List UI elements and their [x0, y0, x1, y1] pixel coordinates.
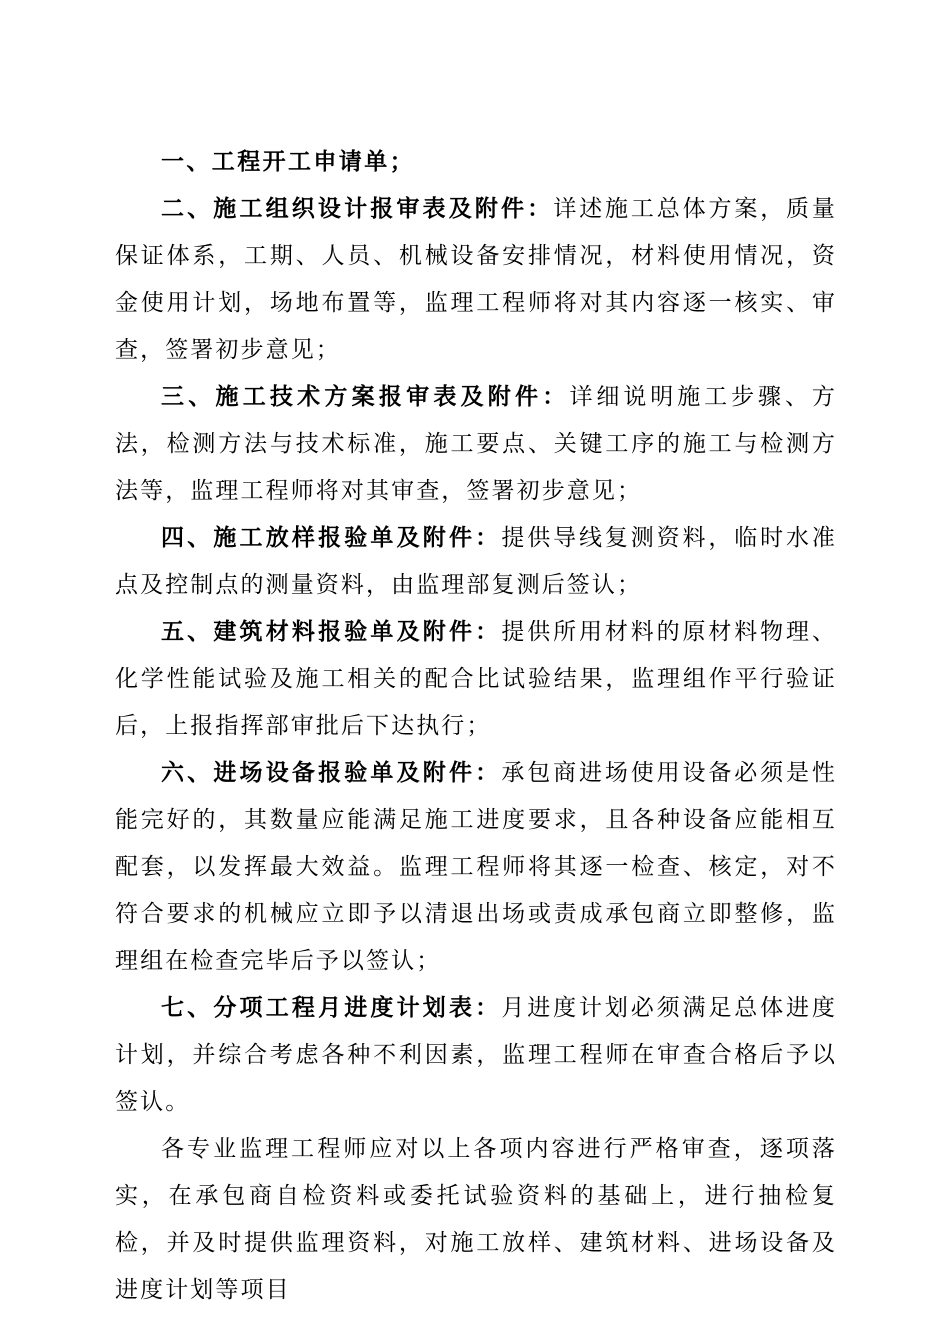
item-2-heading: 二、施工组织设计报审表及附件：	[161, 196, 554, 222]
item-3-body: 详细说明施工步骤、方法，检测方法与技术标准，施工要点、关键工序的施工与检测方法等，监理工程师将对其审查，签署初步意见；	[115, 384, 837, 504]
item-2-paragraph	[115, 186, 837, 374]
closing-paragraph: 各专业监理工程师应对以上各项内容进行严格审查，逐项落实，在承包商自检资料或委托试验资料的基础上，进行抽检复检，并及时提供监理资料，对施工放样、建筑材料、进场设备及进度计划等项目	[115, 1136, 837, 1303]
item-6-heading: 六、进场设备报验单及附件：	[161, 760, 502, 786]
item-1-paragraph	[115, 139, 837, 186]
item-4-body: 提供导线复测资料，临时水准点及控制点的测量资料，由监理部复测后签认；	[115, 525, 837, 598]
item-1-heading: 一、工程开工申请单；	[161, 149, 415, 175]
item-4-heading: 四、施工放样报验单及附件：	[161, 525, 502, 551]
item-6-body: 承包商进场使用设备必须是性能完好的，其数量应能满足施工进度要求，且各种设备应能相互配套，以发挥最大效益。监理工程师将其逐一检查、核定，对不符合要求的机械应立即予以清退出场或责成承包商立即整修，监理组在检查完毕后予以签认；	[115, 760, 837, 974]
item-2-body: 详述施工总体方案，质量保证体系，工期、人员、机械设备安排情况，材料使用情况，资金使用计划，场地布置等，监理工程师将对其内容逐一核实、审查，签署初步意见；	[115, 196, 838, 363]
item-5-heading: 五、建筑材料报验单及附件：	[161, 619, 502, 645]
item-7-heading: 七、分项工程月进度计划表：	[161, 995, 502, 1021]
document-body	[115, 139, 837, 1314]
item-7-paragraph	[115, 985, 837, 1126]
item-7-body: 月进度计划必须满足总体进度计划，并综合考虑各种不利因素，监理工程师在审查合格后予以签认。	[115, 995, 837, 1115]
item-5-body: 提供所用材料的原材料物理、化学性能试验及施工相关的配合比试验结果，监理组作平行验证后，上报指挥部审批后下达执行；	[115, 619, 837, 739]
item-6-paragraph	[115, 750, 837, 985]
item-4-paragraph	[115, 515, 837, 609]
item-3-paragraph	[115, 374, 837, 515]
item-5-paragraph	[115, 609, 837, 750]
item-3-heading: 三、施工技术方案报审表及附件：	[161, 384, 570, 410]
